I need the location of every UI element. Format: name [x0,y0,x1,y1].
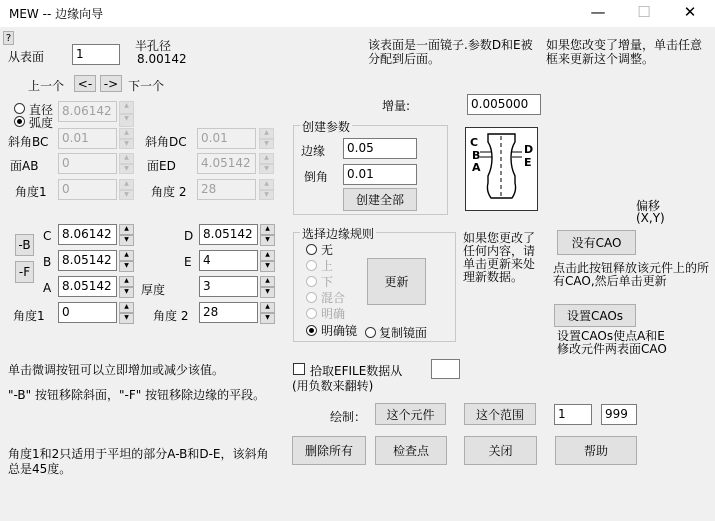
create-all-button[interactable]: 创建全部 [343,188,417,211]
no-cao-button[interactable]: 没有CAO [557,230,636,255]
rule-explicit-radio [306,308,317,319]
title-bar [0,0,715,27]
next-button[interactable]: -> [100,75,122,92]
delete-all-button[interactable]: 删除所有 [292,436,366,465]
angle1-spinner[interactable]: ▲ ▼ [119,302,134,324]
e-input[interactable]: 4 [199,250,258,271]
rule-copy-mirror-radio[interactable] [365,327,376,338]
diagram-label-b: B [472,149,481,162]
surface-input[interactable]: 1 [72,44,120,65]
efile-sub-label: (用负数来翻转) [292,379,374,393]
bevel-bc-label: 斜角BC [8,135,49,149]
edge-input[interactable]: 0.05 [343,138,417,159]
c-input[interactable]: 8.06142 [58,224,117,245]
rule-mixed-label: 混合 [321,291,346,305]
increment-input[interactable]: 0.005000 [467,94,541,115]
rule-bottom-radio [306,276,317,287]
remove-flat-button[interactable]: -F [15,261,34,283]
diameter-spinner: ▲ ▼ [119,101,134,127]
angle2-label: 角度 2 [153,309,189,323]
diameter-input: 8.06142 [58,101,117,122]
top-angle1-input: 0 [58,179,117,200]
help-button[interactable]: 帮助 [555,436,637,465]
angle2-spinner[interactable]: ▲ ▼ [260,302,275,324]
angle1-input[interactable]: 0 [58,302,117,323]
b-input[interactable]: 8.05142 [58,250,117,271]
rule-top-label: 上 [321,259,334,273]
diameter-radio[interactable] [14,103,25,114]
chamfer-input[interactable]: 0.01 [343,164,417,185]
face-ab-label: 面AB [10,159,39,173]
efile-checkbox[interactable] [293,363,305,375]
rule-none-label: 无 [321,243,334,257]
c-label: C [43,229,52,243]
top-angle2-label: 角度 2 [151,185,187,199]
prev-label: 上一个 [28,79,65,93]
lens-edge-diagram [465,127,538,211]
thickness-input[interactable]: 3 [199,276,258,297]
a-label: A [43,281,52,295]
checkpoint-button[interactable]: 检查点 [375,436,447,465]
button-hint: "-B" 按钮移除斜面，"-F" 按钮移除边缘的平段。 [8,388,266,402]
rule-mixed-radio [306,292,317,303]
diagram-label-c: C [470,136,479,149]
edge-label: 边缘 [301,144,326,158]
face-ed-label: 面ED [147,159,176,173]
bevel-dc-input: 0.01 [197,128,256,149]
angle-hint: 角度1和2只适用于平坦的部分A-B和D-E，该斜角总是45度。 [8,447,269,476]
face-ab-input: 0 [58,153,117,174]
diagram-label-e: E [524,156,532,169]
rule-explicit-mirror-radio[interactable] [306,325,317,336]
rule-explicit-mirror-label: 明确镜 [321,324,358,338]
angle1-label: 角度1 [13,309,45,323]
thickness-spinner[interactable]: ▲ ▼ [260,276,275,298]
thickness-label: 厚度 [141,283,166,297]
update-button[interactable]: 更新 [367,258,426,305]
rule-copy-mirror-label: 复制镜面 [379,326,428,340]
b-label: B [43,255,52,269]
set-cao-info: 设置CAOs使点A和E修改元件两表面CAO [557,330,667,356]
from-surface-label: 从表面 [8,50,45,64]
face-ed-input: 4.05142 [197,153,256,174]
a-input[interactable]: 8.05142 [58,276,117,297]
draw-this-range-button[interactable]: 这个范围 [464,403,536,425]
spinner-hint: 单击微调按钮可以立即增加或减少该值。 [8,363,225,377]
minimize-button[interactable]: — [590,3,606,21]
prev-button[interactable]: <- [74,75,96,92]
create-params-title: 创建参数 [302,120,351,134]
remove-bevel-button[interactable]: -B [15,234,34,256]
window-title: MEW -- 边缘向导 [9,7,104,21]
e-spinner[interactable]: ▲ ▼ [260,250,275,272]
diagram-label-d: D [524,143,534,156]
d-input[interactable]: 8.05142 [199,224,258,245]
semi-aperture-value: 8.00142 [137,52,187,66]
update-info-text: 如果您更改了任何内容，请单击更新来处理新数据。 [463,231,536,284]
top-angle2-input: 28 [197,179,256,200]
rule-bottom-label: 下 [321,275,334,289]
set-caos-button[interactable]: 设置CAOs [554,304,636,327]
close-button[interactable]: 关闭 [464,436,537,465]
offset-label: 偏移 (X,Y) [636,199,665,225]
range-to-input[interactable]: 999 [601,404,637,425]
d-spinner[interactable]: ▲ ▼ [260,224,275,246]
e-label: E [184,255,192,269]
semi-aperture-label: 半孔径 [135,39,172,53]
context-help-button[interactable]: ? [3,31,14,45]
release-cao-info: 点击此按钮释放该元件上的所有CAO,然后单击更新 [553,261,710,288]
next-label: 下一个 [128,79,165,93]
rule-none-radio[interactable] [306,244,317,255]
c-spinner[interactable]: ▲ ▼ [119,224,134,246]
radius-radio[interactable] [14,116,25,127]
close-window-button[interactable]: ✕ [683,3,697,21]
draw-label: 绘制： [330,410,367,424]
chamfer-label: 倒角 [304,170,329,184]
angle2-input[interactable]: 28 [199,302,258,323]
diameter-label: 直径 [29,103,54,117]
radius-label: 弧度 [29,116,54,130]
top-angle1-label: 角度1 [15,185,47,199]
bevel-bc-spinner: ▲ ▼ [119,128,134,149]
bevel-bc-input: 0.01 [58,128,117,149]
efile-input[interactable] [431,359,460,379]
bevel-dc-label: 斜角DC [145,135,187,149]
rule-top-radio [306,260,317,271]
increment-info-text: 如果您改变了增量，单击任意框来更新这个调整。 [546,38,703,66]
bevel-dc-spinner: ▲ ▼ [259,128,274,149]
maximize-button: ☐ [637,3,651,21]
a-spinner[interactable]: ▲ ▼ [119,276,134,298]
face-ed-spinner: ▲ ▼ [259,153,274,174]
efile-label: 拾取EFILE数据从 [310,364,403,378]
top-angle1-spinner: ▲ ▼ [119,179,134,200]
diagram-label-a: A [472,161,481,174]
face-ab-spinner: ▲ ▼ [119,153,134,174]
top-angle2-spinner: ▲ ▼ [259,179,274,200]
increment-label: 增量: [382,99,411,113]
draw-this-element-button[interactable]: 这个元件 [375,403,446,425]
d-label: D [184,229,194,243]
b-spinner[interactable]: ▲ ▼ [119,250,134,272]
edge-rule-title: 选择边缘规则 [302,227,375,241]
range-from-input[interactable]: 1 [554,404,592,425]
rule-explicit-label: 明确 [321,307,346,321]
mirror-info-text: 该表面是一面镜子.参数D和E被分配到后面。 [368,38,533,66]
